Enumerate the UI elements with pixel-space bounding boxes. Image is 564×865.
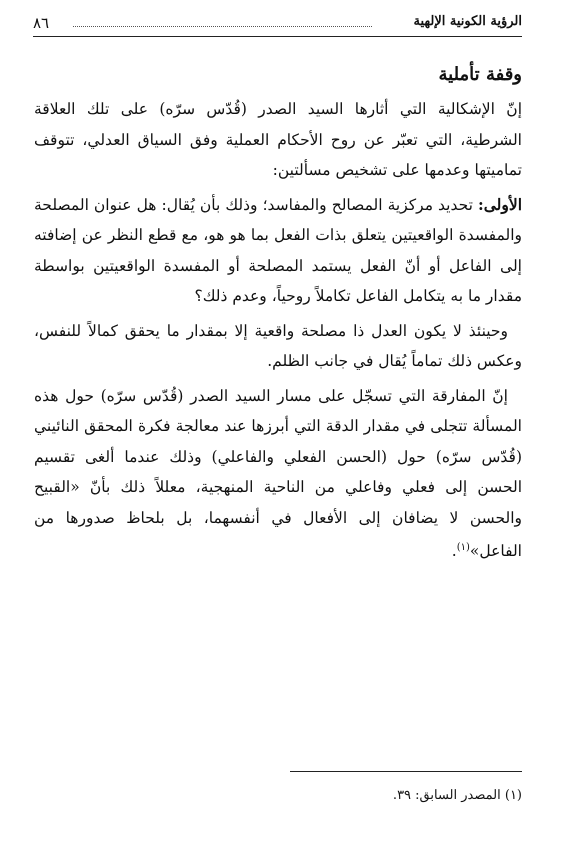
running-header (33, 14, 522, 37)
paragraph-4 (34, 381, 522, 567)
book-title: الرؤية الكونية الإلهية (413, 14, 522, 29)
paragraph-4-end: . (451, 542, 457, 561)
page-number: ٨٦ (33, 14, 50, 32)
paragraph-4-text: إنّ المفارقة التي تسجّل على مسار السيد الصدر (قُدّس سرّه) حول هذه المسألة تتجلى في مقدار الدقة التي أبرزها عند معالجة فكرة المحقق النائيني (قُدّس سرّه) حول (الحسن الفعلي والفاعلي) وذلك عندما ألغى تقسيم الحسن إلى فعلي وفاعلي من الناحية المنهجية، معللاً ذلك بأنّ «القبيح والحسن لا يضافان إلى الأفعال في أنفسهما، بل بلحاظ صدورها من الفاعل» (34, 386, 522, 561)
paragraph-2 (34, 190, 522, 312)
body-text (34, 94, 522, 571)
paragraph-2-text: تحديد مركزية المصالح والمفاسد؛ وذلك بأن يُقال: هل عنوان المصلحة والمفسدة الواقعيتين يتعلق بذات الفعل بما هو هو، مع قطع النظر عن إضافته إلى الفاعل أو أنّ الفعل يستمد المصلحة أو المفسدة الواقعيتين بواسطة مقدار ما به يتكامل الفاعل تكاملاً روحياً، وعدم ذلك؟ (34, 195, 522, 305)
section-heading: وقفة تأملية (438, 64, 522, 85)
footnote: (١) المصدر السابق: ٣٩. (392, 788, 522, 803)
footnote-divider (290, 771, 522, 772)
paragraph-2-lead: الأولى: (478, 194, 522, 214)
footnote-reference: (١) (456, 542, 470, 553)
paragraph-3: وحينئذ لا يكون العدل ذا مصلحة واقعية إلا بمقدار ما يحقق كمالاً للنفس، وعكس ذلك تماماً يُقال في جانب الظلم. (34, 321, 522, 370)
header-dotted-leader (73, 26, 372, 27)
paragraph-1: إنّ الإشكالية التي أثارها السيد الصدر (قُدّس سرّه) على تلك العلاقة الشرطية، التي تعبّر عن روح الأحكام العملية وفق السياق العدلي، تتوقف تماميتها وعدمها على تشخيص مسألتين: (34, 100, 522, 179)
